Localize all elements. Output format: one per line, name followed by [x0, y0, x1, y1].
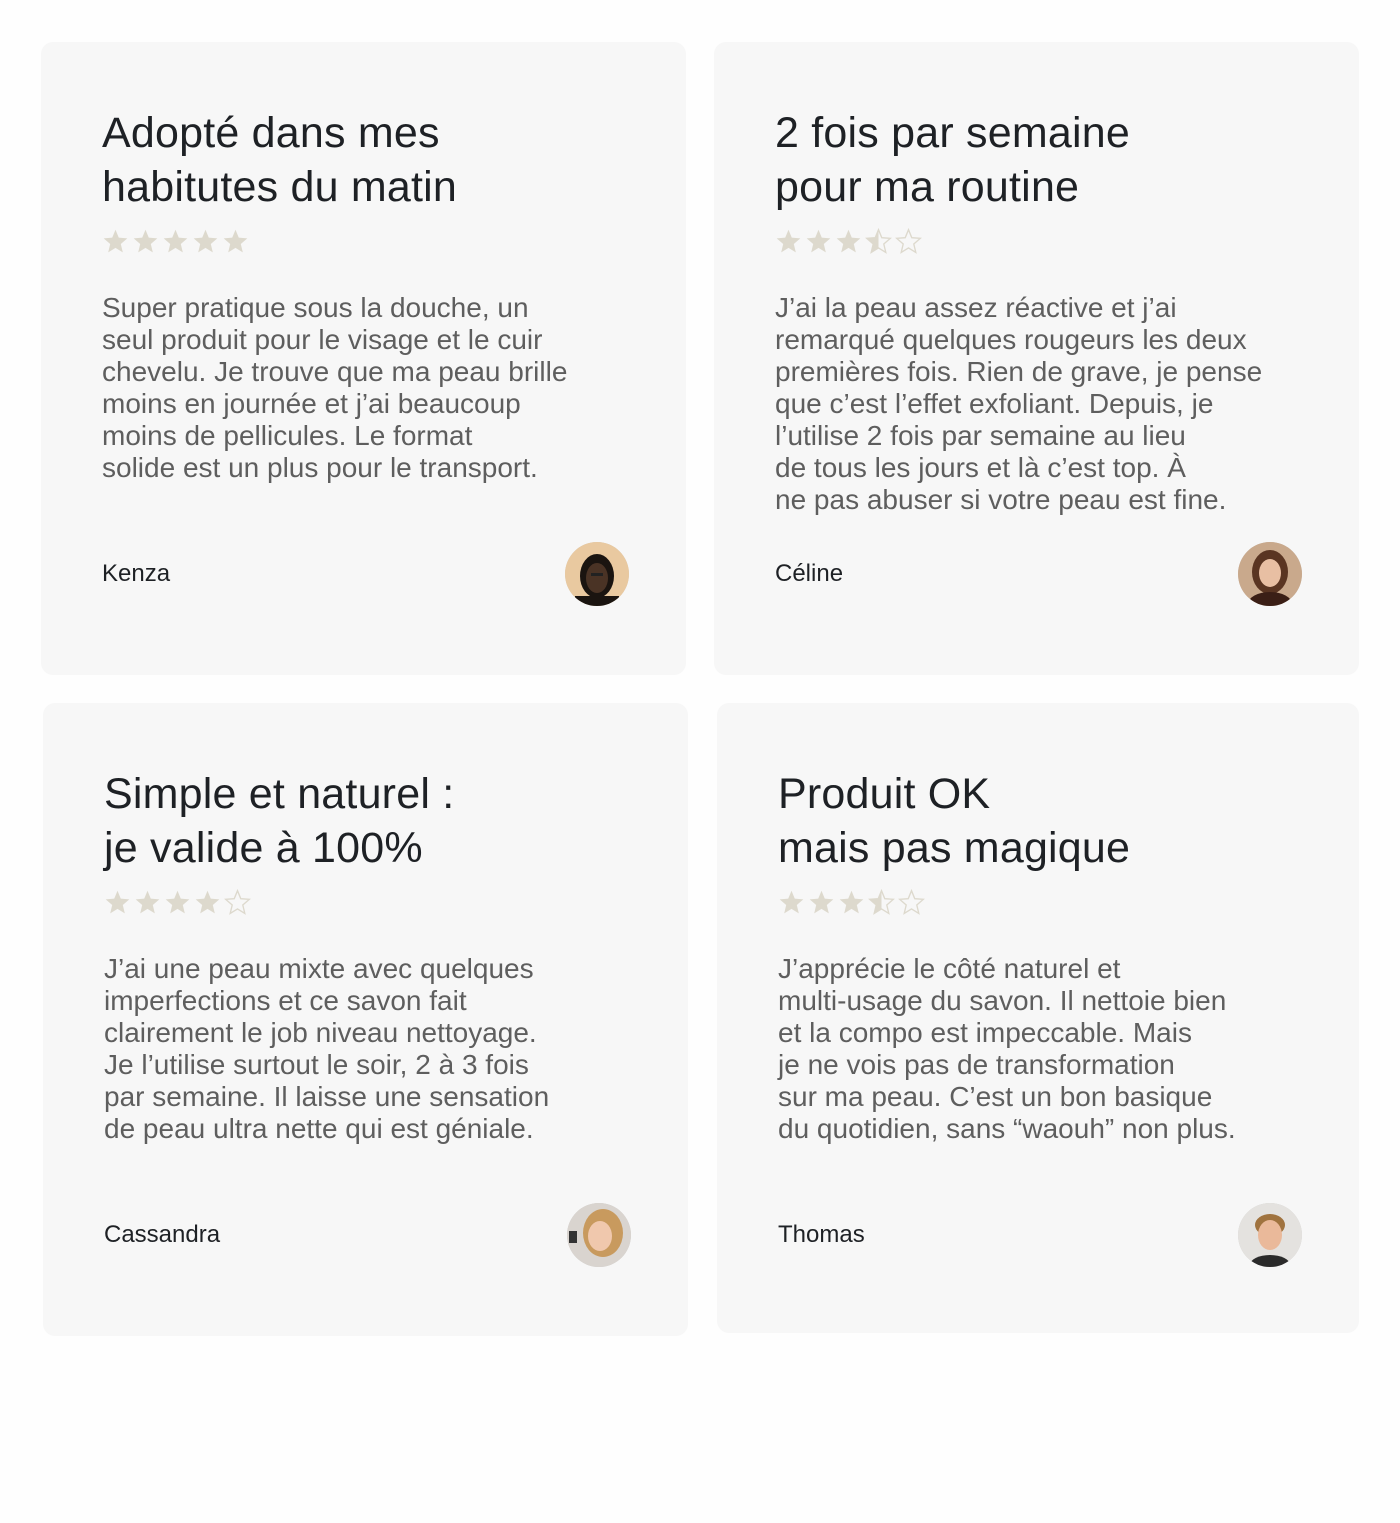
- star-filled-icon: [808, 889, 835, 916]
- star-empty-icon: [895, 228, 922, 255]
- star-filled-icon: [132, 228, 159, 255]
- star-filled-icon: [778, 889, 805, 916]
- review-author: Kenza: [102, 560, 171, 587]
- star-filled-icon: [838, 889, 865, 916]
- star-rating: [102, 228, 249, 255]
- star-filled-icon: [192, 228, 219, 255]
- review-card: [41, 42, 686, 675]
- review-body: J’apprécie le côté naturel et multi-usage du savon. Il nettoie bien et la compo est impeccable. Mais je ne vois pas de transformation sur ma peau. C’est un bon basique du quotidien, sans “waouh” non plus.: [778, 953, 1236, 1144]
- star-filled-icon: [134, 889, 161, 916]
- star-rating: [104, 889, 251, 916]
- star-filled-icon: [104, 889, 131, 916]
- review-title: 2 fois par semaine pour ma routine: [775, 109, 1130, 211]
- star-filled-icon: [194, 889, 221, 916]
- user-avatar-icon: [565, 542, 629, 606]
- star-half-icon: [868, 889, 895, 916]
- review-card: [717, 703, 1359, 1333]
- star-filled-icon: [162, 228, 189, 255]
- star-filled-icon: [775, 228, 802, 255]
- star-empty-icon: [898, 889, 925, 916]
- review-card: [43, 703, 688, 1336]
- star-empty-icon: [224, 889, 251, 916]
- review-body: J’ai une peau mixte avec quelques imperfections et ce savon fait clairement le job niveau nettoyage. Je l’utilise surtout le soir, 2 à 3 fois par semaine. Il laisse une sensation de peau ultra nette qui est géniale.: [104, 953, 550, 1144]
- star-filled-icon: [164, 889, 191, 916]
- star-filled-icon: [222, 228, 249, 255]
- review-author: Cassandra: [104, 1221, 221, 1248]
- user-avatar-icon: [567, 1203, 631, 1267]
- star-filled-icon: [102, 228, 129, 255]
- review-title: Produit OK mais pas magique: [778, 770, 1131, 872]
- star-rating: [778, 889, 925, 916]
- user-avatar-icon: [1238, 542, 1302, 606]
- review-card: [714, 42, 1359, 675]
- star-filled-icon: [835, 228, 862, 255]
- star-filled-icon: [805, 228, 832, 255]
- star-half-icon: [865, 228, 892, 255]
- review-title: Adopté dans mes habitutes du matin: [102, 109, 457, 211]
- review-author: Thomas: [778, 1221, 865, 1248]
- star-rating: [775, 228, 922, 255]
- user-avatar-icon: [1238, 1203, 1302, 1267]
- review-body: J’ai la peau assez réactive et j’ai remarqué quelques rougeurs les deux premières fois. Rien de grave, je pense que c’est l’effet exfoliant. Depuis, je l’utilise 2 fois par semaine au lieu de tous les jours et là c’est top. À ne pas abuser si votre peau est fine.: [775, 292, 1263, 515]
- review-body: Super pratique sous la douche, un seul produit pour le visage et le cuir chevelu. Je trouve que ma peau brille moins en journée et j’ai beaucoup moins de pellicules. Le format solide est un plus pour le transport.: [102, 292, 568, 483]
- review-title: Simple et naturel : je valide à 100%: [104, 770, 455, 872]
- review-author: Céline: [775, 560, 844, 587]
